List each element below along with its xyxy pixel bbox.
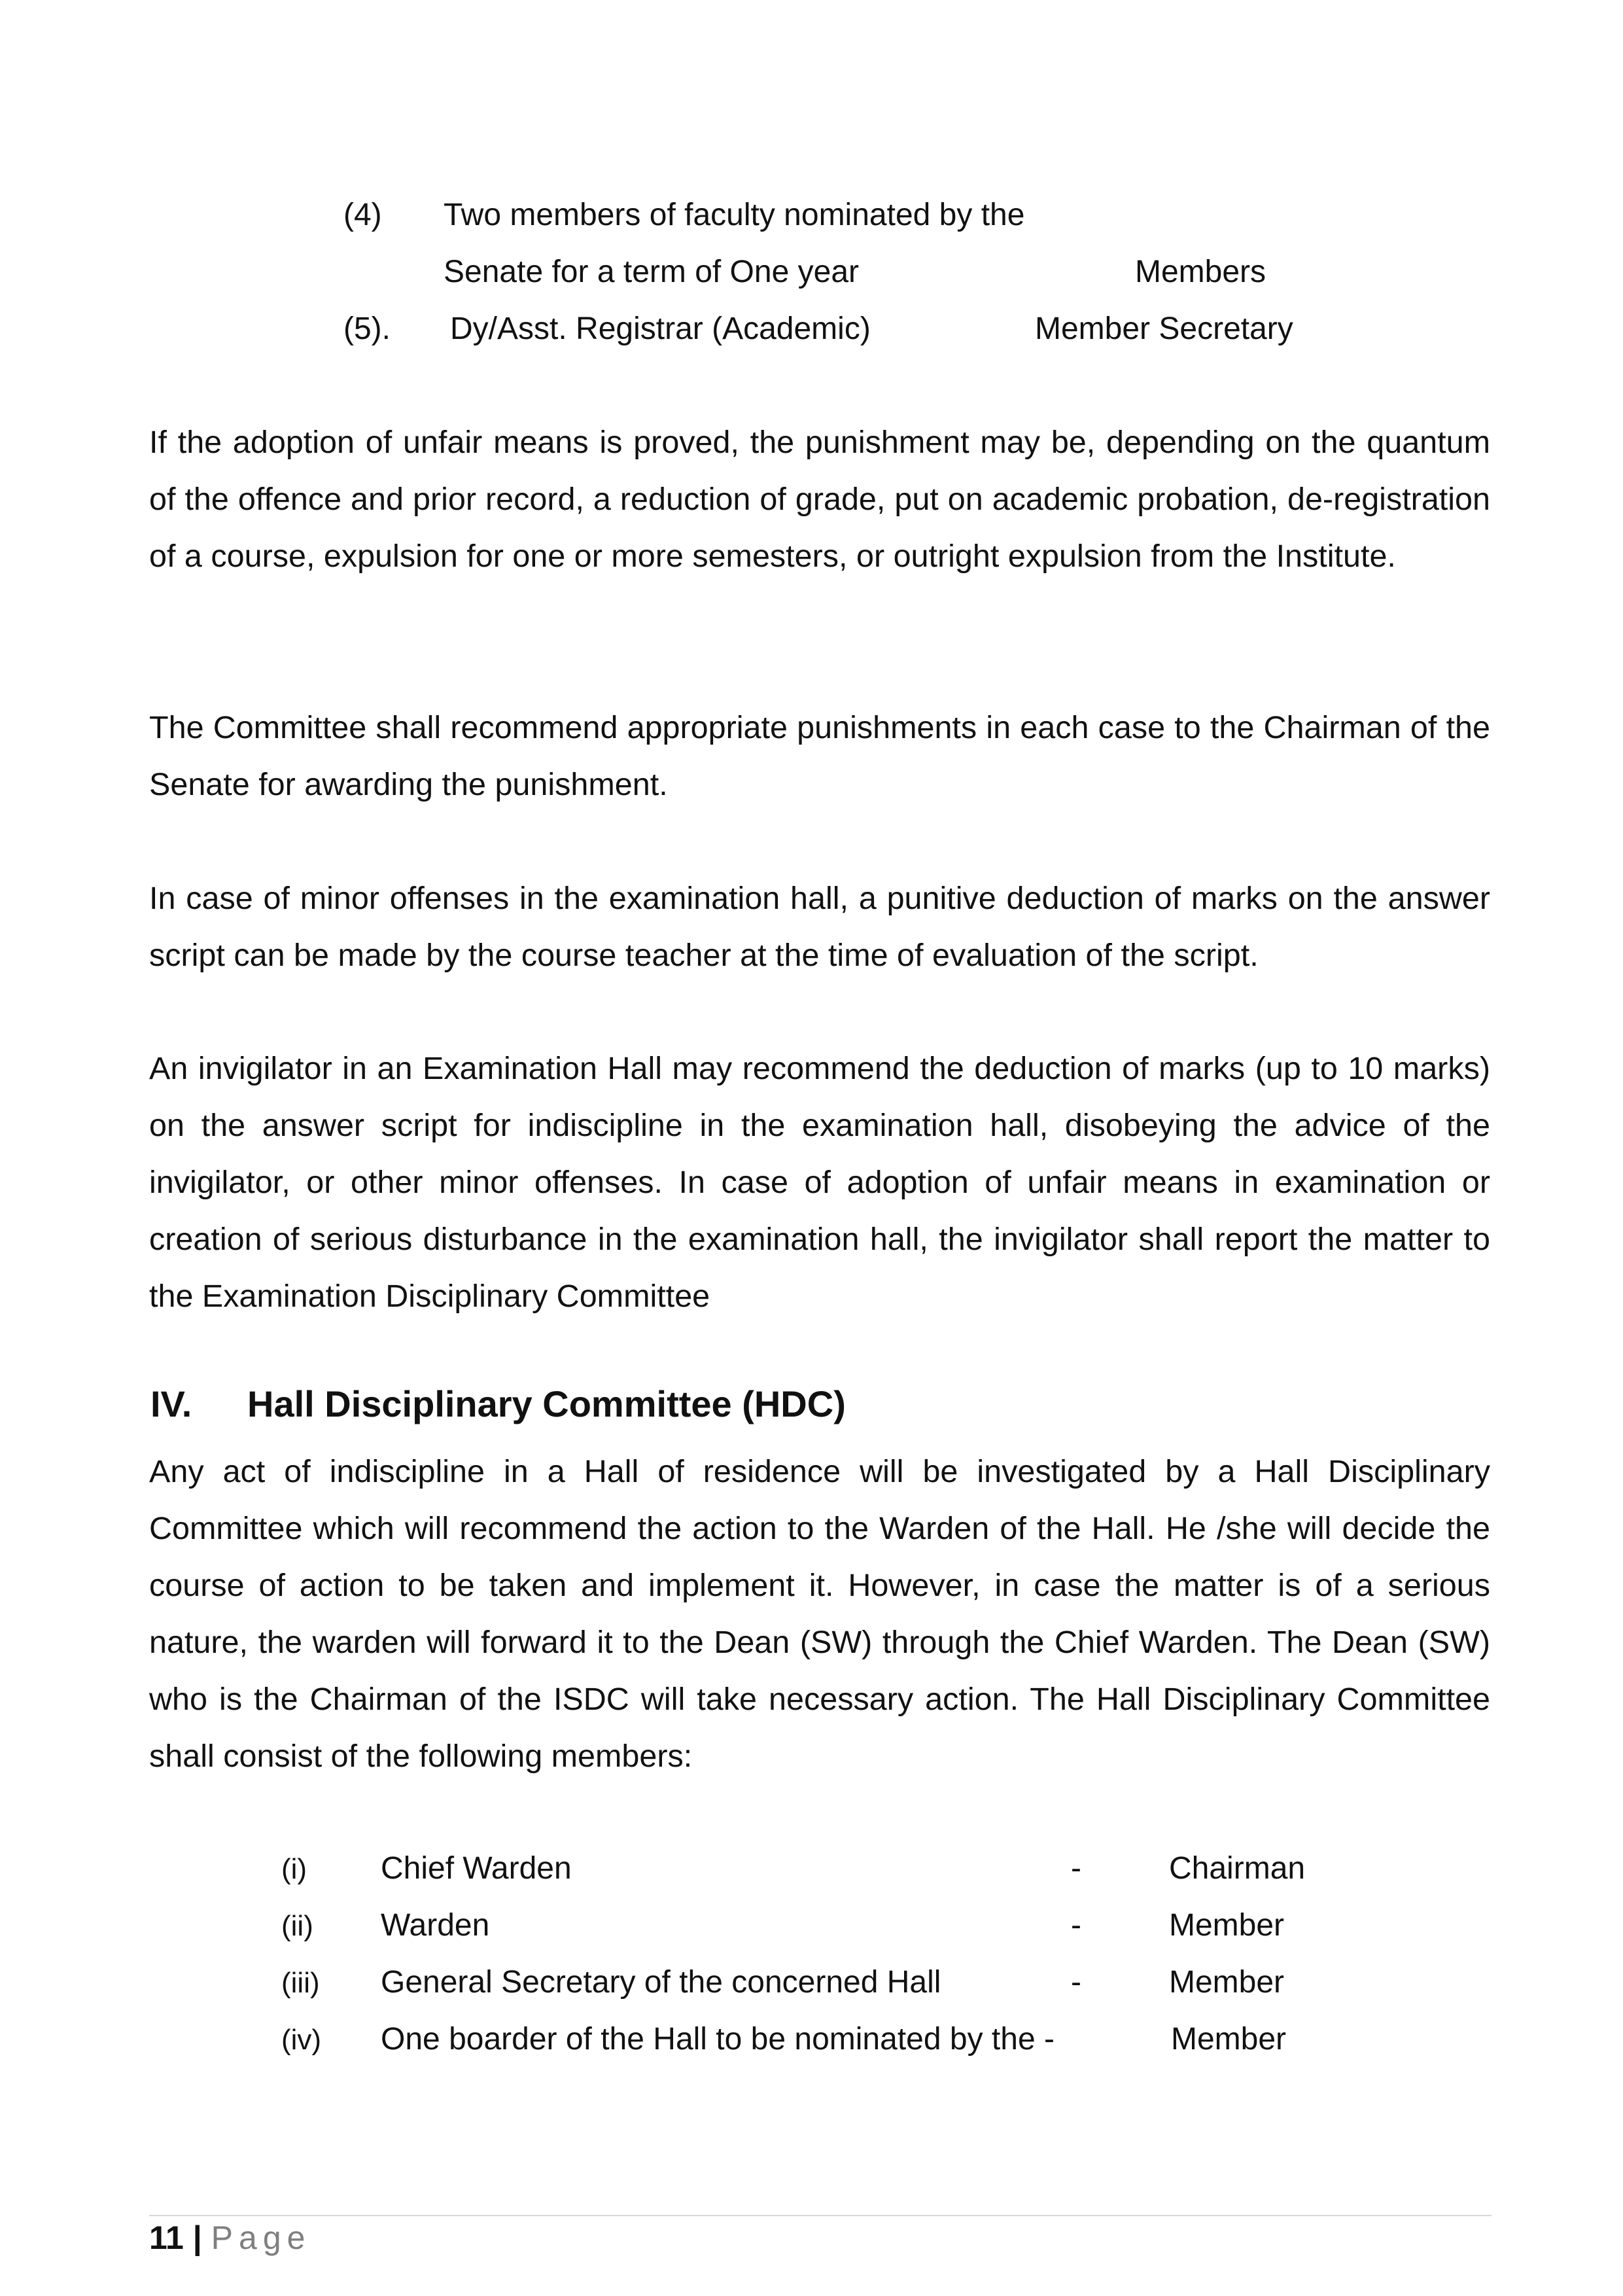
list-number: (5). bbox=[343, 311, 391, 346]
member-name: General Secretary of the concerned Hall bbox=[381, 1965, 941, 2000]
section-heading bbox=[150, 1383, 846, 1424]
list-item-role: Member Secretary bbox=[1035, 311, 1293, 346]
list-number: (4) bbox=[343, 198, 382, 232]
member-dash: - bbox=[1071, 1965, 1081, 2000]
section-body: Any act of indiscipline in a Hall of residence will be investigated by a Hall Disciplinary Committee which will recommend the action to the Warden of the Hall. He /she will decide the course of action to be taken and implement it. However, in case the matter is of a serious nature, the warden will forward it to the Dean (SW) through the Chief Warden. The Dean (SW) who is the Chairman of the ISDC will take necessary action. The Hall Disciplinary Committee shall consist of the following members: bbox=[149, 1454, 1490, 1774]
page-number: 11 bbox=[149, 2219, 184, 2256]
member-number: (i) bbox=[281, 1853, 307, 1885]
section-title: Hall Disciplinary Committee (HDC) bbox=[247, 1383, 846, 1424]
member-dash: - bbox=[1071, 1851, 1081, 1886]
member-role: Member bbox=[1169, 1908, 1285, 1943]
footer-divider bbox=[149, 2215, 1492, 2216]
list-item-text: Two members of faculty nominated by the bbox=[444, 198, 1025, 232]
member-number: (ii) bbox=[281, 1910, 313, 1942]
page-label: Page bbox=[211, 2219, 311, 2256]
paragraph-invigilator: An invigilator in an Examination Hall may recommend the deduction of marks (up to 10 marks) on the answer script for indiscipline in the examination hall, disobeying the advice of the invigilator, or other minor offenses. In case of adoption of unfair means in examination or creation of serious disturbance in the examination hall, the invigilator shall report the matter to the Examination Disciplinary Committee bbox=[149, 1051, 1490, 1314]
section-number: IV. bbox=[150, 1383, 192, 1424]
paragraph-committee-recommendation: The Committee shall recommend appropriate punishments in each case to the Chairman of the Senate for awarding the punishment. bbox=[149, 710, 1490, 802]
member-name: Warden bbox=[381, 1908, 490, 1943]
footer-separator: | bbox=[192, 2219, 202, 2256]
list-item-text: Dy/Asst. Registrar (Academic) bbox=[450, 311, 871, 346]
paragraph-punishment: If the adoption of unfair means is proved, the punishment may be, depending on the quantum of the offence and prior record, a reduction of grade, put on academic probation, de-registration of a course, expulsion for one or more semesters, or outright expulsion from the Institute. bbox=[149, 425, 1490, 574]
member-name: Chief Warden bbox=[381, 1851, 572, 1886]
member-name: One boarder of the Hall to be nominated by the - bbox=[381, 2022, 1055, 2057]
member-number: (iv) bbox=[281, 2024, 322, 2056]
list-item-text: Senate for a term of One year bbox=[444, 255, 859, 289]
member-role: Member bbox=[1169, 1965, 1285, 2000]
paragraph-minor-offenses: In case of minor offenses in the examination hall, a punitive deduction of marks on the answer script can be made by the course teacher at the time of evaluation of the script. bbox=[149, 881, 1490, 973]
page-footer bbox=[149, 2221, 311, 2254]
member-role: Member bbox=[1171, 2022, 1287, 2057]
member-dash: - bbox=[1071, 1908, 1081, 1943]
member-number: (iii) bbox=[281, 1967, 320, 1999]
member-role: Chairman bbox=[1169, 1851, 1306, 1886]
list-item-role: Members bbox=[1135, 255, 1266, 289]
